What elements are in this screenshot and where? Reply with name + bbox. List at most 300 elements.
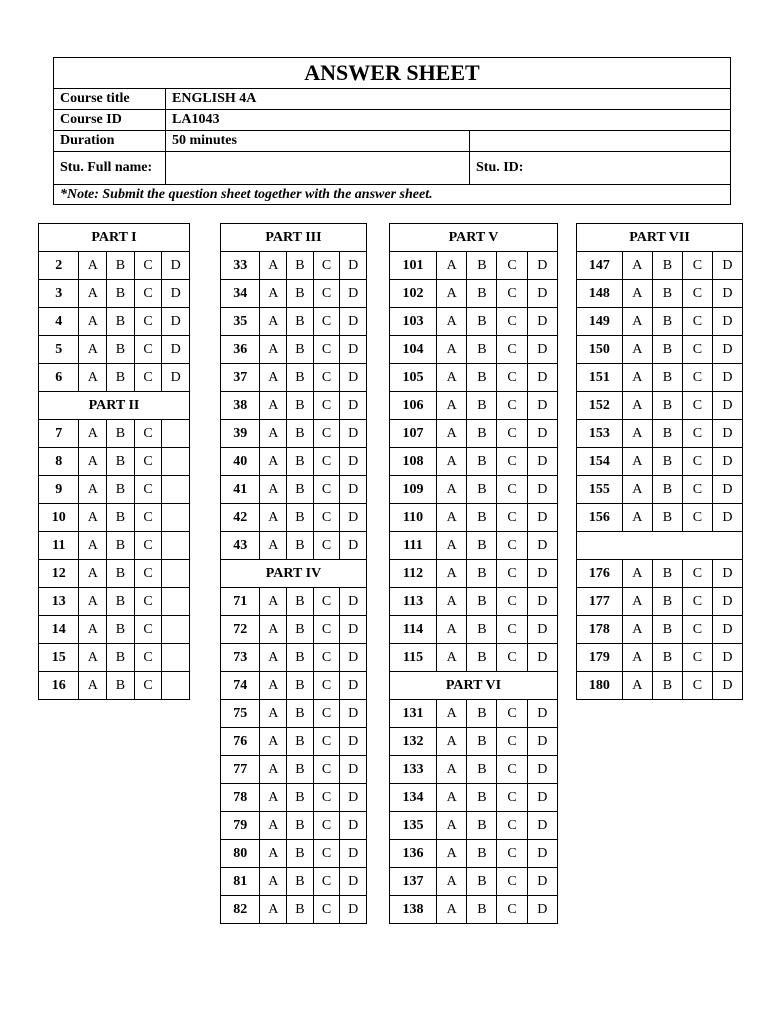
option-d-bubble[interactable]: D xyxy=(527,868,557,896)
option-c-bubble[interactable]: C xyxy=(497,896,527,924)
option-a-bubble[interactable]: A xyxy=(260,308,287,336)
option-b-bubble[interactable]: B xyxy=(652,308,682,336)
option-a-bubble[interactable]: A xyxy=(437,644,467,672)
option-c-bubble[interactable]: C xyxy=(313,420,340,448)
option-b-bubble[interactable]: B xyxy=(467,364,497,392)
option-a-bubble[interactable]: A xyxy=(79,644,107,672)
option-d-bubble[interactable]: D xyxy=(527,364,557,392)
option-d-bubble[interactable]: D xyxy=(340,420,367,448)
option-d-bubble[interactable]: D xyxy=(340,336,367,364)
option-d-bubble[interactable]: D xyxy=(527,532,557,560)
option-b-bubble[interactable]: B xyxy=(107,616,135,644)
option-b-bubble[interactable]: B xyxy=(287,476,314,504)
option-c-bubble[interactable]: C xyxy=(134,448,162,476)
option-b-bubble[interactable]: B xyxy=(287,280,314,308)
option-a-bubble[interactable]: A xyxy=(260,336,287,364)
option-a-bubble[interactable]: A xyxy=(622,644,652,672)
question-row xyxy=(577,588,743,616)
option-b-bubble[interactable]: B xyxy=(287,420,314,448)
option-b-bubble[interactable]: B xyxy=(287,868,314,896)
option-b-bubble[interactable]: B xyxy=(107,336,135,364)
option-b-bubble[interactable]: B xyxy=(287,840,314,868)
option-c-bubble[interactable]: C xyxy=(497,560,527,588)
option-c-bubble[interactable]: C xyxy=(134,560,162,588)
option-a-bubble[interactable]: A xyxy=(79,560,107,588)
option-a-bubble[interactable]: A xyxy=(260,280,287,308)
option-b-bubble[interactable]: B xyxy=(467,616,497,644)
option-d-bubble[interactable]: D xyxy=(340,868,367,896)
option-c-bubble[interactable]: C xyxy=(497,588,527,616)
option-b-bubble[interactable]: B xyxy=(467,588,497,616)
option-a-bubble[interactable]: A xyxy=(260,588,287,616)
option-b-bubble[interactable]: B xyxy=(652,252,682,280)
option-a-bubble[interactable]: A xyxy=(437,336,467,364)
option-d-bubble[interactable]: D xyxy=(340,728,367,756)
option-c-bubble[interactable]: C xyxy=(134,336,162,364)
option-c-bubble[interactable]: C xyxy=(134,644,162,672)
student-id-field[interactable] xyxy=(470,152,731,185)
option-c-bubble[interactable]: C xyxy=(134,476,162,504)
option-b-bubble[interactable]: B xyxy=(107,672,135,700)
option-b-bubble[interactable]: B xyxy=(107,476,135,504)
option-d-bubble[interactable]: D xyxy=(712,672,742,700)
option-d-bubble[interactable]: D xyxy=(712,476,742,504)
option-b-bubble[interactable]: B xyxy=(107,280,135,308)
option-d-bubble[interactable]: D xyxy=(712,336,742,364)
option-c-bubble[interactable]: C xyxy=(497,504,527,532)
option-c-bubble[interactable]: C xyxy=(134,504,162,532)
option-a-bubble[interactable]: A xyxy=(622,420,652,448)
option-c-bubble[interactable]: C xyxy=(682,364,712,392)
option-c-bubble[interactable]: C xyxy=(497,448,527,476)
option-d-bubble[interactable]: D xyxy=(712,280,742,308)
option-d-bubble[interactable]: D xyxy=(527,784,557,812)
option-b-bubble[interactable]: B xyxy=(467,392,497,420)
option-d-bubble[interactable]: D xyxy=(527,896,557,924)
option-a-bubble[interactable]: A xyxy=(260,616,287,644)
option-b-bubble[interactable]: B xyxy=(287,616,314,644)
option-b-bubble[interactable]: B xyxy=(652,280,682,308)
option-d-bubble[interactable]: D xyxy=(162,280,190,308)
option-a-bubble[interactable]: A xyxy=(79,532,107,560)
option-a-bubble[interactable]: A xyxy=(260,840,287,868)
option-a-bubble[interactable]: A xyxy=(260,812,287,840)
option-b-bubble[interactable]: B xyxy=(652,616,682,644)
option-a-bubble[interactable]: A xyxy=(260,448,287,476)
option-b-bubble[interactable]: B xyxy=(107,420,135,448)
option-d-bubble[interactable]: D xyxy=(340,700,367,728)
option-d-bubble[interactable]: D xyxy=(340,392,367,420)
option-c-bubble[interactable]: C xyxy=(682,644,712,672)
option-a-bubble[interactable]: A xyxy=(260,756,287,784)
option-a-bubble[interactable]: A xyxy=(437,252,467,280)
option-d-bubble[interactable]: D xyxy=(712,504,742,532)
option-c-bubble[interactable]: C xyxy=(682,280,712,308)
option-a-bubble[interactable]: A xyxy=(260,784,287,812)
option-a-bubble[interactable]: A xyxy=(622,504,652,532)
option-d-bubble[interactable]: D xyxy=(527,700,557,728)
option-d-bubble[interactable]: D xyxy=(527,448,557,476)
option-c-bubble[interactable]: C xyxy=(313,476,340,504)
question-number: 176 xyxy=(577,560,623,588)
option-c-bubble[interactable]: C xyxy=(682,392,712,420)
option-c-bubble[interactable]: C xyxy=(682,672,712,700)
option-b-bubble[interactable]: B xyxy=(287,644,314,672)
option-a-bubble[interactable]: A xyxy=(437,756,467,784)
option-c-bubble[interactable]: C xyxy=(682,308,712,336)
option-a-bubble[interactable]: A xyxy=(79,504,107,532)
option-a-bubble[interactable]: A xyxy=(260,392,287,420)
option-d-bubble[interactable]: D xyxy=(527,420,557,448)
option-b-bubble[interactable]: B xyxy=(287,812,314,840)
option-c-bubble[interactable]: C xyxy=(682,336,712,364)
option-d-bubble[interactable]: D xyxy=(340,532,367,560)
option-d-bubble[interactable]: D xyxy=(340,784,367,812)
option-b-bubble[interactable]: B xyxy=(107,532,135,560)
option-a-bubble[interactable]: A xyxy=(260,896,287,924)
option-d-bubble[interactable]: D xyxy=(712,308,742,336)
option-d-bubble[interactable]: D xyxy=(712,616,742,644)
option-d-bubble[interactable]: D xyxy=(712,364,742,392)
option-c-bubble[interactable]: C xyxy=(313,812,340,840)
option-d-bubble[interactable]: D xyxy=(340,280,367,308)
option-a-bubble[interactable]: A xyxy=(79,336,107,364)
option-a-bubble[interactable]: A xyxy=(260,476,287,504)
option-a-bubble[interactable]: A xyxy=(79,476,107,504)
option-c-bubble[interactable]: C xyxy=(134,364,162,392)
option-c-bubble[interactable]: C xyxy=(682,588,712,616)
option-c-bubble[interactable]: C xyxy=(313,252,340,280)
option-d-bubble[interactable]: D xyxy=(340,896,367,924)
option-a-bubble[interactable]: A xyxy=(79,280,107,308)
option-c-bubble[interactable]: C xyxy=(313,840,340,868)
option-a-bubble[interactable]: A xyxy=(79,420,107,448)
option-d-bubble[interactable]: D xyxy=(340,616,367,644)
option-a-bubble[interactable]: A xyxy=(437,616,467,644)
option-a-bubble[interactable]: A xyxy=(260,868,287,896)
option-a-bubble[interactable]: A xyxy=(437,896,467,924)
option-d-bubble[interactable]: D xyxy=(527,308,557,336)
option-a-bubble[interactable]: A xyxy=(622,252,652,280)
option-d-bubble[interactable]: D xyxy=(712,420,742,448)
option-c-bubble[interactable]: C xyxy=(313,308,340,336)
option-b-bubble[interactable]: B xyxy=(287,448,314,476)
option-c-bubble[interactable]: C xyxy=(497,756,527,784)
option-d-bubble[interactable]: D xyxy=(527,336,557,364)
option-d-bubble[interactable]: D xyxy=(162,364,190,392)
question-number: 156 xyxy=(577,504,623,532)
option-c-bubble[interactable]: C xyxy=(497,616,527,644)
option-a-bubble[interactable]: A xyxy=(437,364,467,392)
option-a-bubble[interactable]: A xyxy=(437,588,467,616)
option-a-bubble[interactable]: A xyxy=(437,392,467,420)
option-a-bubble[interactable]: A xyxy=(260,700,287,728)
option-b-bubble[interactable]: B xyxy=(652,364,682,392)
option-b-bubble[interactable]: B xyxy=(467,728,497,756)
option-d-bubble[interactable]: D xyxy=(340,252,367,280)
option-b-bubble[interactable]: B xyxy=(287,896,314,924)
option-d-bubble[interactable]: D xyxy=(527,560,557,588)
option-b-bubble[interactable]: B xyxy=(467,644,497,672)
option-b-bubble[interactable]: B xyxy=(467,812,497,840)
option-b-bubble[interactable]: B xyxy=(467,280,497,308)
option-c-bubble[interactable]: C xyxy=(497,392,527,420)
option-c-bubble[interactable]: C xyxy=(497,364,527,392)
option-c-bubble[interactable]: C xyxy=(497,784,527,812)
option-c-bubble[interactable]: C xyxy=(134,252,162,280)
option-d-bubble[interactable]: D xyxy=(527,252,557,280)
option-d-bubble[interactable]: D xyxy=(712,560,742,588)
option-a-bubble[interactable]: A xyxy=(437,448,467,476)
option-d-bubble[interactable]: D xyxy=(340,588,367,616)
option-a-bubble[interactable]: A xyxy=(79,588,107,616)
option-c-bubble[interactable]: C xyxy=(134,616,162,644)
option-c-bubble[interactable]: C xyxy=(682,560,712,588)
option-a-bubble[interactable]: A xyxy=(437,420,467,448)
option-a-bubble[interactable]: A xyxy=(622,308,652,336)
option-c-bubble[interactable]: C xyxy=(313,672,340,700)
option-b-bubble[interactable]: B xyxy=(107,448,135,476)
option-d-bubble[interactable]: D xyxy=(527,476,557,504)
option-d-bubble[interactable]: D xyxy=(712,252,742,280)
question-row xyxy=(577,616,743,644)
option-c-bubble[interactable]: C xyxy=(682,420,712,448)
option-d-bubble[interactable]: D xyxy=(340,448,367,476)
option-b-bubble[interactable]: B xyxy=(652,588,682,616)
option-c-bubble[interactable]: C xyxy=(497,812,527,840)
option-c-bubble[interactable]: C xyxy=(497,280,527,308)
option-a-bubble[interactable]: A xyxy=(622,476,652,504)
option-d-bubble[interactable]: D xyxy=(162,308,190,336)
option-c-bubble[interactable]: C xyxy=(682,252,712,280)
option-b-bubble[interactable]: B xyxy=(652,672,682,700)
option-b-bubble[interactable]: B xyxy=(652,644,682,672)
option-d-bubble[interactable]: D xyxy=(527,392,557,420)
option-d-bubble[interactable]: D xyxy=(340,840,367,868)
option-b-bubble[interactable]: B xyxy=(287,532,314,560)
option-b-bubble[interactable]: B xyxy=(467,756,497,784)
option-d-bubble[interactable]: D xyxy=(340,504,367,532)
option-c-bubble[interactable]: C xyxy=(313,868,340,896)
option-b-bubble[interactable]: B xyxy=(652,448,682,476)
option-a-bubble[interactable]: A xyxy=(79,672,107,700)
option-a-bubble[interactable]: A xyxy=(437,700,467,728)
option-b-bubble[interactable]: B xyxy=(467,336,497,364)
option-c-bubble[interactable]: C xyxy=(134,420,162,448)
option-a-bubble[interactable]: A xyxy=(437,784,467,812)
option-c-bubble[interactable]: C xyxy=(313,532,340,560)
option-a-bubble[interactable]: A xyxy=(79,616,107,644)
option-a-bubble[interactable]: A xyxy=(622,560,652,588)
option-c-bubble[interactable]: C xyxy=(682,448,712,476)
option-c-bubble[interactable]: C xyxy=(313,504,340,532)
option-d-bubble[interactable]: D xyxy=(527,280,557,308)
option-b-bubble[interactable]: B xyxy=(287,728,314,756)
option-a-bubble[interactable]: A xyxy=(79,448,107,476)
option-c-bubble[interactable]: C xyxy=(497,840,527,868)
option-a-bubble[interactable]: A xyxy=(437,280,467,308)
option-d-bubble[interactable]: D xyxy=(340,476,367,504)
option-a-bubble[interactable]: A xyxy=(260,252,287,280)
option-b-bubble[interactable]: B xyxy=(287,336,314,364)
option-d-bubble[interactable]: D xyxy=(712,392,742,420)
option-d-bubble[interactable]: D xyxy=(340,644,367,672)
option-c-bubble[interactable]: C xyxy=(497,532,527,560)
option-d-bubble[interactable]: D xyxy=(527,728,557,756)
option-a-bubble[interactable]: A xyxy=(622,616,652,644)
option-a-bubble[interactable]: A xyxy=(79,364,107,392)
option-c-bubble[interactable]: C xyxy=(682,616,712,644)
option-a-bubble[interactable]: A xyxy=(622,672,652,700)
option-b-bubble[interactable]: B xyxy=(287,504,314,532)
option-b-bubble[interactable]: B xyxy=(652,504,682,532)
option-b-bubble[interactable]: B xyxy=(467,532,497,560)
option-c-bubble[interactable]: C xyxy=(313,364,340,392)
option-c-bubble[interactable]: C xyxy=(313,728,340,756)
option-a-bubble[interactable]: A xyxy=(260,532,287,560)
option-c-bubble[interactable]: C xyxy=(134,280,162,308)
option-b-bubble[interactable]: B xyxy=(467,252,497,280)
option-a-bubble[interactable]: A xyxy=(437,476,467,504)
option-a-bubble[interactable]: A xyxy=(622,588,652,616)
option-c-bubble[interactable]: C xyxy=(134,532,162,560)
option-b-bubble[interactable]: B xyxy=(652,336,682,364)
option-c-bubble[interactable]: C xyxy=(313,700,340,728)
option-c-bubble[interactable]: C xyxy=(497,252,527,280)
option-a-bubble[interactable]: A xyxy=(79,308,107,336)
option-b-bubble[interactable]: B xyxy=(467,868,497,896)
option-d-bubble[interactable]: D xyxy=(712,588,742,616)
option-d-bubble[interactable]: D xyxy=(527,840,557,868)
option-b-bubble[interactable]: B xyxy=(652,420,682,448)
option-b-bubble[interactable]: B xyxy=(287,364,314,392)
option-a-bubble[interactable]: A xyxy=(260,420,287,448)
option-c-bubble[interactable]: C xyxy=(313,616,340,644)
option-b-bubble[interactable]: B xyxy=(287,308,314,336)
option-b-bubble[interactable]: B xyxy=(467,784,497,812)
option-c-bubble[interactable]: C xyxy=(497,868,527,896)
option-c-bubble[interactable]: C xyxy=(497,308,527,336)
option-c-bubble[interactable]: C xyxy=(313,896,340,924)
option-b-bubble[interactable]: B xyxy=(467,420,497,448)
student-name-field[interactable] xyxy=(166,152,470,185)
option-b-bubble[interactable]: B xyxy=(467,896,497,924)
option-b-bubble[interactable]: B xyxy=(107,364,135,392)
option-c-bubble[interactable]: C xyxy=(497,420,527,448)
option-b-bubble[interactable]: B xyxy=(467,560,497,588)
option-a-bubble[interactable]: A xyxy=(622,392,652,420)
option-b-bubble[interactable]: B xyxy=(107,252,135,280)
option-c-bubble[interactable]: C xyxy=(134,308,162,336)
option-c-bubble[interactable]: C xyxy=(134,672,162,700)
option-a-bubble[interactable]: A xyxy=(622,280,652,308)
option-a-bubble[interactable]: A xyxy=(260,728,287,756)
option-d-bubble[interactable]: D xyxy=(527,588,557,616)
option-b-bubble[interactable]: B xyxy=(467,448,497,476)
option-b-bubble[interactable]: B xyxy=(652,392,682,420)
option-b-bubble[interactable]: B xyxy=(467,476,497,504)
option-c-bubble[interactable]: C xyxy=(313,280,340,308)
option-c-bubble[interactable]: C xyxy=(313,588,340,616)
option-c-bubble[interactable]: C xyxy=(313,392,340,420)
option-c-bubble[interactable]: C xyxy=(313,448,340,476)
option-b-bubble[interactable]: B xyxy=(287,672,314,700)
option-a-bubble[interactable]: A xyxy=(437,728,467,756)
option-b-bubble[interactable]: B xyxy=(107,644,135,672)
option-d-bubble[interactable]: D xyxy=(340,812,367,840)
option-a-bubble[interactable]: A xyxy=(260,504,287,532)
option-b-bubble[interactable]: B xyxy=(287,756,314,784)
option-c-bubble[interactable]: C xyxy=(497,476,527,504)
option-d-bubble[interactable]: D xyxy=(340,672,367,700)
option-a-bubble[interactable]: A xyxy=(79,252,107,280)
option-b-bubble[interactable]: B xyxy=(467,700,497,728)
option-c-bubble[interactable]: C xyxy=(497,336,527,364)
option-b-bubble[interactable]: B xyxy=(287,392,314,420)
option-a-bubble[interactable]: A xyxy=(622,336,652,364)
option-c-bubble[interactable]: C xyxy=(682,504,712,532)
option-d-bubble[interactable]: D xyxy=(712,448,742,476)
option-d-bubble[interactable]: D xyxy=(340,308,367,336)
option-b-bubble[interactable]: B xyxy=(287,700,314,728)
option-c-bubble[interactable]: C xyxy=(682,476,712,504)
option-a-bubble[interactable]: A xyxy=(437,868,467,896)
option-b-bubble[interactable]: B xyxy=(107,504,135,532)
option-c-bubble[interactable]: C xyxy=(497,644,527,672)
option-d-bubble[interactable]: D xyxy=(162,252,190,280)
option-b-bubble[interactable]: B xyxy=(287,784,314,812)
option-a-bubble[interactable]: A xyxy=(437,504,467,532)
option-a-bubble[interactable]: A xyxy=(437,560,467,588)
option-a-bubble[interactable]: A xyxy=(437,532,467,560)
option-a-bubble[interactable]: A xyxy=(622,364,652,392)
option-b-bubble[interactable]: B xyxy=(652,560,682,588)
option-a-bubble[interactable]: A xyxy=(437,812,467,840)
option-b-bubble[interactable]: B xyxy=(467,308,497,336)
option-b-bubble[interactable]: B xyxy=(467,504,497,532)
option-b-bubble[interactable]: B xyxy=(287,588,314,616)
option-d-bubble[interactable]: D xyxy=(527,504,557,532)
option-d-bubble[interactable]: D xyxy=(527,812,557,840)
option-a-bubble[interactable]: A xyxy=(437,308,467,336)
option-b-bubble[interactable]: B xyxy=(467,840,497,868)
option-d-bubble[interactable]: D xyxy=(340,364,367,392)
option-d-bubble[interactable]: D xyxy=(340,756,367,784)
option-b-bubble[interactable]: B xyxy=(287,252,314,280)
option-d-bubble[interactable]: D xyxy=(712,644,742,672)
option-d-bubble[interactable]: D xyxy=(527,616,557,644)
option-a-bubble[interactable]: A xyxy=(622,448,652,476)
option-a-bubble[interactable]: A xyxy=(260,644,287,672)
option-a-bubble[interactable]: A xyxy=(437,840,467,868)
option-b-bubble[interactable]: B xyxy=(107,588,135,616)
option-c-bubble[interactable]: C xyxy=(313,336,340,364)
option-c-bubble[interactable]: C xyxy=(313,644,340,672)
option-c-bubble[interactable]: C xyxy=(497,700,527,728)
option-c-bubble[interactable]: C xyxy=(134,588,162,616)
option-a-bubble[interactable]: A xyxy=(260,672,287,700)
option-c-bubble[interactable]: C xyxy=(313,784,340,812)
option-b-bubble[interactable]: B xyxy=(107,560,135,588)
option-b-bubble[interactable]: B xyxy=(652,476,682,504)
option-c-bubble[interactable]: C xyxy=(497,728,527,756)
option-d-bubble[interactable]: D xyxy=(527,644,557,672)
option-b-bubble[interactable]: B xyxy=(107,308,135,336)
option-c-bubble[interactable]: C xyxy=(313,756,340,784)
option-d-bubble[interactable]: D xyxy=(162,336,190,364)
option-d-bubble[interactable]: D xyxy=(527,756,557,784)
option-a-bubble[interactable]: A xyxy=(260,364,287,392)
